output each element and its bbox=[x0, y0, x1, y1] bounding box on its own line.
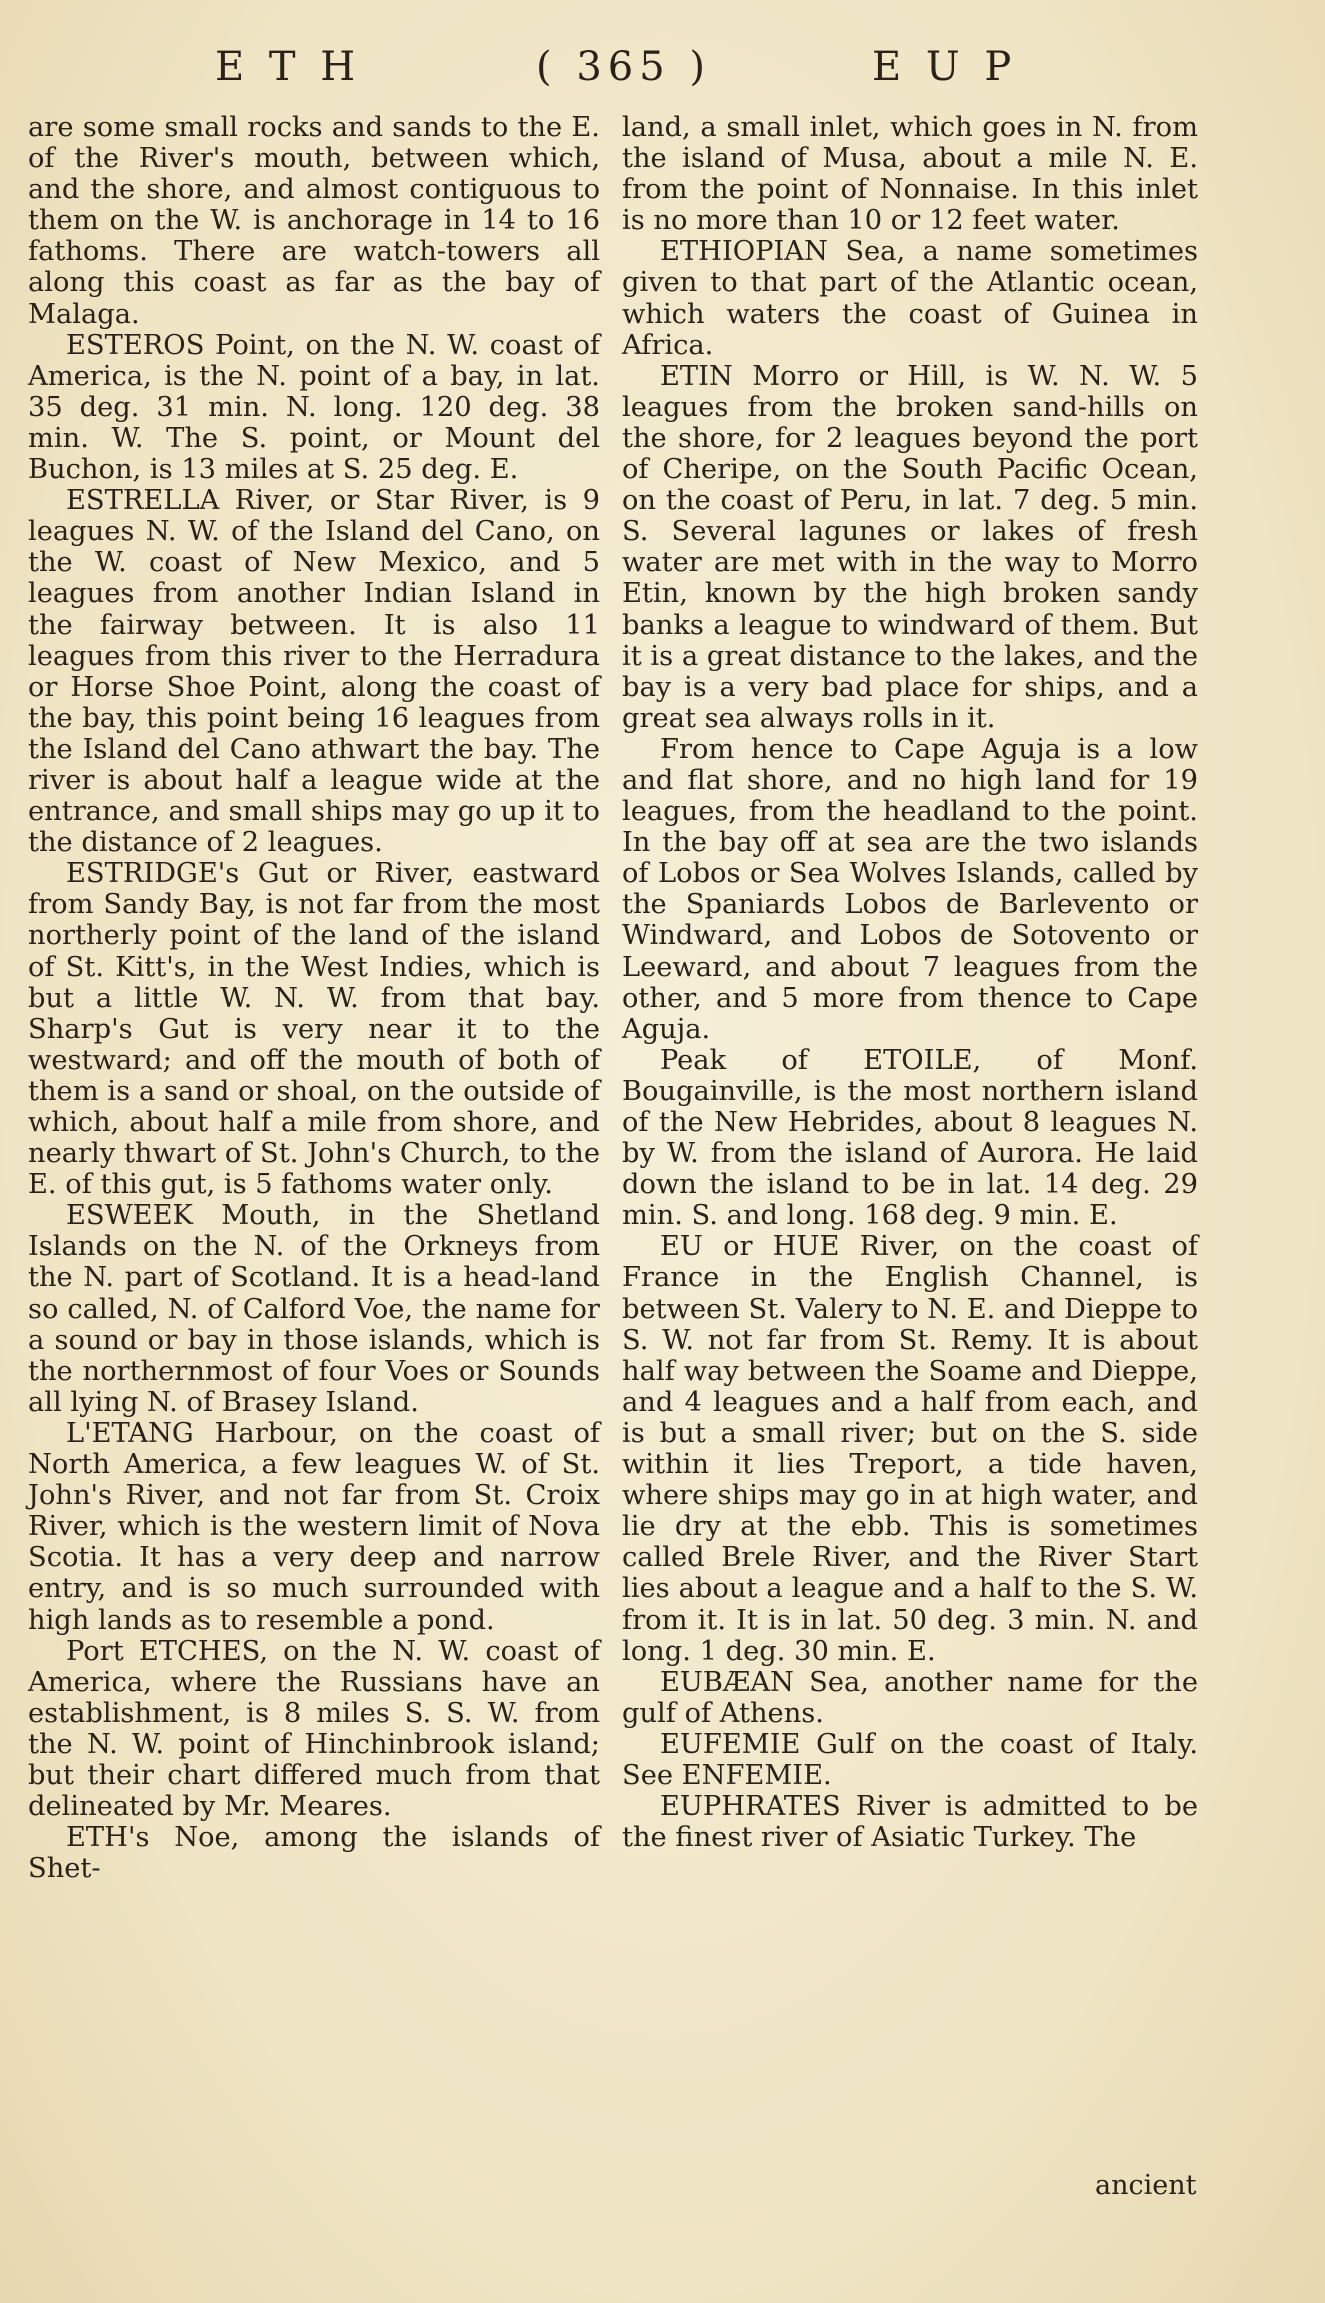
header-right-guide-word: E U P bbox=[872, 44, 1018, 90]
entry-paragraph: ESTEROS Point, on the N. W. coast of America, is the N. point of a bay, in lat. 35 deg. 31 min. N. long. 120 deg. 38 min. W. The S. point, or Mount del Buchon, is 13 miles at S. 25 deg. E. bbox=[28, 329, 600, 486]
right-column bbox=[622, 112, 1198, 1853]
entry-paragraph: ETH's Noe, among the islands of Shet- bbox=[28, 1822, 600, 1885]
entry-paragraph: Port ETCHES, on the N. W. coast of America, where the Russians have an establishment, is 8 miles S. S. W. from the N. W. point of Hinchinbrook island; but their chart differed much from that delineated by Mr. Meares. bbox=[28, 1635, 600, 1823]
entry-paragraph: EUBÆAN Sea, another name for the gulf of Athens. bbox=[622, 1666, 1198, 1729]
running-header bbox=[0, 44, 1325, 104]
entry-paragraph: L'ETANG Harbour, on the coast of North America, a few leagues W. of St. John's River, and not far from St. Croix River, which is the western limit of Nova Scotia. It has a very deep and narrow entry, and is so much surrounded with high lands as to resemble a pond. bbox=[28, 1417, 600, 1636]
header-left-guide-word: E T H bbox=[215, 44, 362, 90]
entry-paragraph: ETHIOPIAN Sea, a name sometimes given to that part of the Atlantic ocean, which waters the coast of Guinea in Africa. bbox=[622, 236, 1198, 361]
entry-paragraph: ESTRELLA River, or Star River, is 9 leagues N. W. of the Island del Cano, on the W. coast of New Mexico, and 5 leagues from another Indian Island in the fairway between. It is also 11 leagues from this river to the Herradura or Horse Shoe Point, along the coast of the bay, this point being 16 leagues from the Island del Cano athwart the bay. The river is about half a league wide at the entrance, and small ships may go up it to the distance of 2 leagues. bbox=[28, 485, 600, 859]
entry-paragraph: From hence to Cape Aguja is a low and flat shore, and no high land for 19 leagues, from the headland to the point. In the bay off at sea are the two islands of Lobos or Sea Wolves Islands, called by the Spaniards Lobos de Barlevento or Windward, and Lobos de Sotovento or Leeward, and about 7 leagues from the other, and 5 more from thence to Cape Aguja. bbox=[622, 733, 1198, 1045]
entry-paragraph: land, a small inlet, which goes in N. from the island of Musa, about a mile N. E. from the point of Nonnaise. In this inlet is no more than 10 or 12 feet water. bbox=[622, 112, 1198, 237]
entry-paragraph: EUPHRATES River is admitted to be the finest river of Asiatic Turkey. The bbox=[622, 1791, 1198, 1854]
entry-paragraph: are some small rocks and sands to the E. of the River's mouth, between which, and the shore, and almost contiguous to them on the W. is anchorage in 14 to 16 fathoms. There are watch-towers all along this coast as far as the bay of Malaga. bbox=[28, 112, 600, 330]
entry-paragraph: EU or HUE River, on the coast of France in the English Channel, is between St. Valery to N. E. and Dieppe to S. W. not far from St. Remy. It is about half way between the Soame and Dieppe, and 4 leagues and a half from each, and is but a small river; but on the S. side within it lies Treport, a tide haven, where ships may go in at high water, and lie dry at the ebb. This is sometimes called Brele River, and the River Start lies about a league and a half to the S. W. from it. It is in lat. 50 deg. 3 min. N. and long. 1 deg. 30 min. E. bbox=[622, 1231, 1198, 1667]
entry-paragraph: ESWEEK Mouth, in the Shetland Islands on the N. of the Orkneys from the N. part of Scotland. It is a head-land so called, N. of Calford Voe, the name for a sound or bay in those islands, which is the northernmost of four Voes or Sounds all lying N. of Brasey Island. bbox=[28, 1200, 600, 1418]
page-number: ( 365 ) bbox=[536, 44, 711, 90]
entry-paragraph: ESTRIDGE's Gut or River, eastward from Sandy Bay, is not far from the most northerly point of the land of the island of St. Kitt's, in the West Indies, which is but a little W. N. W. from that bay. Sharp's Gut is very near it to the westward; and off the mouth of both of them is a sand or shoal, on the outside of which, about half a mile from shore, and nearly thwart of St. John's Church, to the E. of this gut, is 5 fathoms water only. bbox=[28, 858, 600, 1201]
entry-paragraph: Peak of ETOILE, of Monf. Bougainville, is the most northern island of the New Hebrides, about 8 leagues N. by W. from the island of Aurora. He laid down the island to be in lat. 14 deg. 29 min. S. and long. 168 deg. 9 min. E. bbox=[622, 1044, 1198, 1232]
entry-paragraph: EUFEMIE Gulf on the coast of Italy. See ENFEMIE. bbox=[622, 1728, 1198, 1791]
catchword: ancient bbox=[1095, 2170, 1197, 2201]
left-column bbox=[28, 112, 600, 1884]
entry-paragraph: ETIN Morro or Hill, is W. N. W. 5 leagues from the broken sand-hills on the shore, for 2 leagues beyond the port of Cheripe, on the South Pacific Ocean, on the coast of Peru, in lat. 7 deg. 5 min. S. Several lagunes or lakes of fresh water are met with in the way to Morro Etin, known by the high broken sandy banks a league to windward of them. But it is a great distance to the lakes, and the bay is a very bad place for ships, and a great sea always rolls in it. bbox=[622, 360, 1198, 734]
